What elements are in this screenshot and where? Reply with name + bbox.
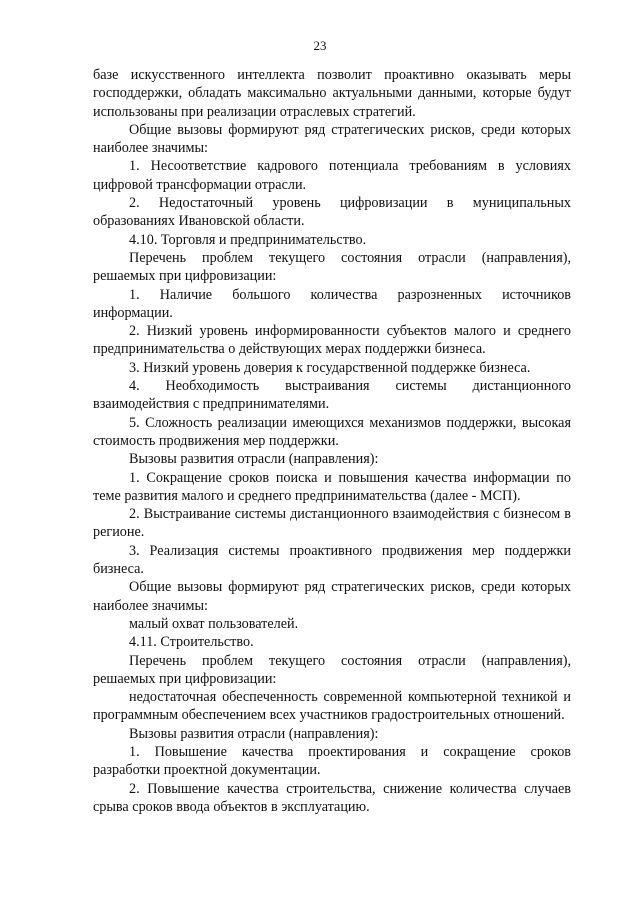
paragraph-problems-intro-trade: Перечень проблем текущего состояния отрасли (направления), решаемых при цифровизации: bbox=[93, 249, 571, 285]
paragraph-construction-challenge-2: 2. Повышение качества строительства, снижение количества случаев срыва сроков ввода объектов в эксплуатацию. bbox=[93, 780, 571, 815]
paragraph-trade-problem-4: 4. Необходимость выстраивания системы дистанционного взаимодействия с предпринимателями. bbox=[93, 378, 571, 413]
paragraph-trade-challenge-3: 3. Реализация системы проактивного продвижения мер поддержки бизнеса. bbox=[93, 542, 571, 578]
paragraph-trade-problem-2: 2. Низкий уровень информированности субъектов малого и среднего предпринимательства о действующих мерах поддержки бизнеса. bbox=[93, 323, 571, 358]
paragraph-construction-problem: недостаточная обеспеченность современной компьютерной техникой и программным обеспечением всех участников градостроительных отношений. bbox=[93, 689, 571, 724]
paragraph-challenges-intro-construction: Вызовы развития отрасли (направления): bbox=[129, 725, 379, 742]
paragraph-general-risks-intro-trade: Общие вызовы формируют ряд стратегических рисков, среди которых наиболее значимы: bbox=[93, 579, 571, 614]
paragraph-general-risks-intro: Общие вызовы формируют ряд стратегических рисков, среди которых наиболее значимы: bbox=[93, 121, 571, 157]
paragraph-problems-intro-construction: Перечень проблем текущего состояния отрасли (направления), решаемых при цифровизации: bbox=[93, 652, 571, 687]
paragraph-trade-risk: малый охват пользователей. bbox=[129, 615, 299, 632]
paragraph-trade-challenge-1: 1. Сокращение сроков поиска и повышения качества информации по теме развития малого и среднего предпринимательства (далее - МСП). bbox=[93, 469, 571, 504]
section-heading-construction: 4.11. Строительство. bbox=[129, 634, 254, 651]
paragraph-risk-1: 1. Несоответствие кадрового потенциала требованиям в условиях цифровой трансформации отрасли. bbox=[93, 158, 571, 193]
paragraph-trade-challenge-2: 2. Выстраивание системы дистанционного взаимодействия с бизнесом в регионе. bbox=[93, 506, 571, 541]
paragraph-construction-challenge-1: 1. Повышение качества проектирования и сокращение сроков разработки проектной документации. bbox=[93, 743, 571, 779]
section-heading-trade: 4.10. Торговля и предпринимательство. bbox=[129, 231, 367, 248]
paragraph-trade-problem-3: 3. Низкий уровень доверия к государственной поддержке бизнеса. bbox=[129, 359, 531, 376]
paragraph-challenges-intro-trade: Вызовы развития отрасли (направления): bbox=[129, 451, 379, 468]
paragraph-trade-problem-1: 1. Наличие большого количества разрозненных источников информации. bbox=[93, 286, 571, 321]
paragraph-trade-problem-5: 5. Сложность реализации имеющихся механизмов поддержки, высокая стоимость продвижения мер поддержки. bbox=[93, 414, 571, 449]
paragraph-ai-continuation: базе искусственного интеллекта позволит проактивно оказывать меры господдержки, обладать максимально актуальными данными, которые будут использованы при реализации отраслевых стратегий. bbox=[93, 67, 571, 120]
page-number: 23 bbox=[313, 38, 327, 53]
document-body bbox=[93, 66, 571, 816]
paragraph-risk-2: 2. Недостаточный уровень цифровизации в муниципальных образованиях Ивановской области. bbox=[93, 195, 571, 230]
